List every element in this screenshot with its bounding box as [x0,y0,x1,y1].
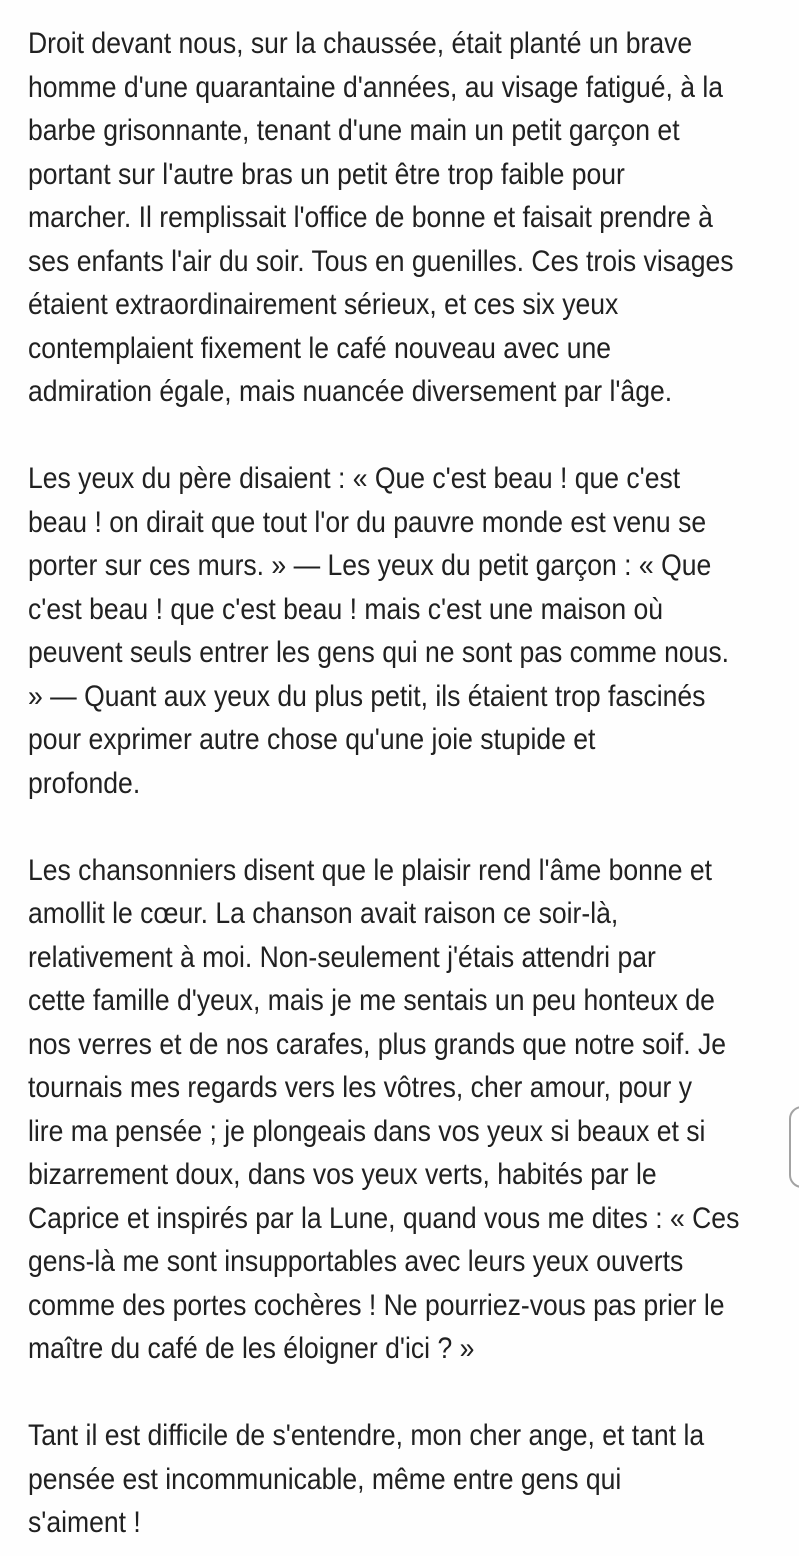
text-content [28,22,799,1545]
paragraph-3: Les chansonniers disent que le plaisir rend l'âme bonne et amollit le cœur. La chanson avait raison ce soir-là, relativement à moi. Non-seulement j'étais attendri par cette famille d'yeux, mais je me sentais un peu honteux de nos verres et de nos carafes, plus grands que notre soif. Je tournais mes regards vers les vôtres, cher amour, pour y lire ma pensée ; je plongeais dans vos yeux si beaux et si bizarrement doux, dans vos yeux verts, habités par le Caprice et inspirés par la Lune, quand vous me dites : « Ces gens-là me sont insupportables avec leurs yeux ouverts comme des portes cochères ! Ne pourriez-vous pas prier le maître du café de les éloigner d'ici ? » [28,853,740,1365]
paragraph-4: Tant il est difficile de s'entendre, mon cher ange, et tant la pensée est incommunicable, même entre gens qui s'aiment ! [28,1419,705,1539]
paragraph-2: Les yeux du père disaient : « Que c'est beau ! que c'est beau ! on dirait que tout l'or du pauvre monde est venu se porter sur ces murs. » — Les yeux du petit garçon : « Que c'est beau ! que c'est beau ! mais c'est une maison où peuvent seuls entrer les gens qui ne sont pas comme nous. » — Quant aux yeux du plus petit, ils étaient trop fascinés pour exprimer autre chose qu'une joie stupide et profonde. [28,462,730,800]
scrollbar-thumb[interactable] [789,1106,799,1188]
paragraph-1: Droit devant nous, sur la chaussée, était planté un brave homme d'une quarantaine d'années, au visage fatigué, à la barbe grisonnante, tenant d'une main un petit garçon et portant sur l'autre bras un petit être trop faible pour marcher. Il remplissait l'office de bonne et faisait prendre à ses enfants l'air du soir. Tous en guenilles. Ces trois visages étaient extraordinairement sérieux, et ces six yeux contemplaient fixement le café nouveau avec une admiration égale, mais nuancée diversement par l'âge. [28,27,734,408]
